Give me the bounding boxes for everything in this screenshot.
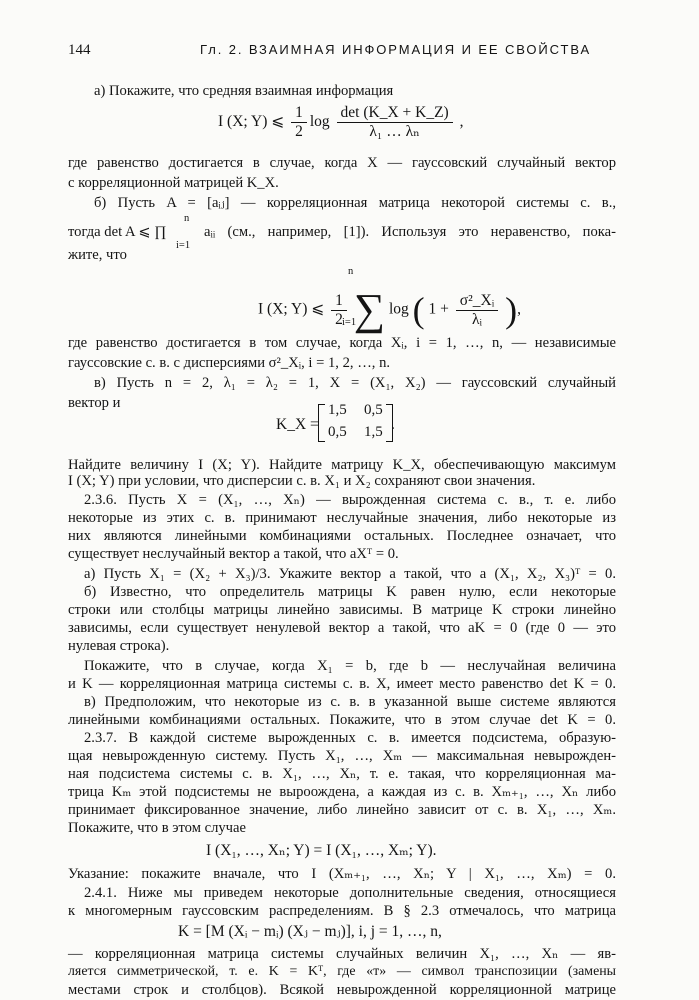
sum-symbol: ∑ xyxy=(353,285,386,334)
text-line: ляется симметрической, т. е. K = Kᵀ, где «т» — символ транспозиции (замены xyxy=(68,964,616,979)
text-line: тогда det A ⩽ ∏ xyxy=(68,224,167,240)
page-number: 144 xyxy=(68,42,91,58)
log-symbol: log xyxy=(309,113,330,131)
text-line: трица Kₘ этой подсистемы не выроождена, а каждая из с. в. Xₘ₊₁, …, Xₙ либо xyxy=(68,784,616,800)
log-symbol: log xyxy=(388,300,409,318)
formula-lhs: I (X; Y) ⩽ xyxy=(218,113,285,131)
text-line: существует неслучайный вектор a такой, что aXᵀ = 0. xyxy=(68,546,399,562)
fraction-half: $\frac{1}{2}$ xyxy=(291,104,307,141)
text-line: принимает фиксированное значение, либо линейно зависит от с. в. X₁, …, Xₘ. xyxy=(68,802,616,818)
text-line: ная подсистема системы с. в. X₁, …, Xₙ, т. е. такая, что корреляционная ма- xyxy=(68,766,616,782)
text-line: б) Пусть A = [aᵢⱼ] — корреляционная матрица некоторой системы с. в., xyxy=(94,195,616,211)
text-line: нулевая строка). xyxy=(68,638,170,654)
text-line: к многомерным гауссовским распределениям. В § 2.3 отмечалось, что матрица xyxy=(68,903,616,919)
matrix-cell: 0,5 xyxy=(328,424,347,440)
text-line: Покажите, что в случае, когда X₁ = b, где b — неслучайная величина xyxy=(84,658,616,674)
text-line: с корреляционной матрицей K_X. xyxy=(68,175,279,191)
fraction-det: $\frac{\det (K\_X + K\_Z)}{\text{λ₁ … λₙ}}$ xyxy=(337,104,453,141)
text-line: — корреляционная матрица системы случайных величин X₁, …, Xₙ — яв- xyxy=(68,946,616,962)
product-upper-limit: n xyxy=(184,213,190,224)
matrix-cell: 1,5 xyxy=(328,402,347,418)
text-line: а) Покажите, что средняя взаимная информация xyxy=(94,83,394,99)
product-lower-limit: i=1 xyxy=(176,240,191,251)
formula-3-lhs: K_X = xyxy=(276,416,319,433)
text-line: Указание: покажите вначале, что I (Xₘ₊₁, …, Xₙ; Y | X₁, …, Xₘ) = 0. xyxy=(68,866,616,882)
chapter-title: Гл. 2. ВЗАИМНАЯ ИНФОРМАЦИЯ И ЕЕ СВОЙСТВА xyxy=(200,42,592,57)
text-line: Найдите величину I (X; Y). Найдите матрицу K_X, обеспечивающую максимум xyxy=(68,457,616,473)
text-line: aᵢᵢ (см., например, [1]). Используя это неравенство, пока- xyxy=(204,224,616,240)
matrix-cell: 1,5 xyxy=(364,424,383,440)
text-line: некоторые из этих с. в. принимают неслучайные значения, либо некоторые из xyxy=(68,510,616,526)
text-line: жите, что xyxy=(68,247,127,263)
text-line: щая невырожденную систему. Пусть X₁, …, Xₘ — максимальная невырожден- xyxy=(68,748,616,764)
fraction-variance: $\frac{\text{σ²\_Xᵢ}}{\text{λᵢ}}$ xyxy=(456,292,498,329)
text-line: в) Пусть n = 2, λ₁ = λ₂ = 1, X = (X₁, X₂) — гауссовский случайный xyxy=(94,375,616,391)
text-line: них являются линейными комбинациями остальных. Последнее означает, что xyxy=(68,528,616,544)
formula-5: K = [M (Xᵢ − mᵢ) (Xⱼ − mⱼ)], i, j = 1, …, n, xyxy=(178,923,442,940)
text-line: I (X; Y) при условии, что дисперсии с. в. X₁ и X₂ сохраняют свои значения. xyxy=(68,473,536,489)
formula-lhs: I (X; Y) ⩽ xyxy=(258,300,325,318)
left-bracket xyxy=(318,404,325,442)
text-line: гауссовские с. в. с дисперсиями σ²_Xᵢ, i = 1, 2, …, n. xyxy=(68,355,391,371)
text-line: б) Известно, что определитель матрицы K равен нулю, если некоторые xyxy=(84,584,616,600)
text-line: местами строк и столбцов). Всякой невырожденной корреляционной матрице xyxy=(68,982,616,998)
text-line: 2.3.7. В каждой системе вырожденных с. в. имеется подсистема, образую- xyxy=(84,730,616,746)
text-line: 2.4.1. Ниже мы приведем некоторые дополнительные сведения, относящиеся xyxy=(84,885,616,901)
running-header xyxy=(68,40,616,62)
text-line: строки или столбцы матрицы линейно зависимы. В матрице K строки линейно xyxy=(68,602,616,618)
sum-upper-limit: n xyxy=(348,266,354,277)
text-line: в) Предположим, что некоторые из с. в. в указанной выше системе являются xyxy=(84,694,616,710)
text-line: линейными комбинациями остальных. Покажите, что в этом случае det K = 0. xyxy=(68,712,616,728)
matrix-cell: 0,5 xyxy=(364,402,383,418)
matrix-kx xyxy=(318,398,398,446)
fraction-half: $\frac{1}{2}$ xyxy=(331,292,347,329)
text-line: Покажите, что в этом случае xyxy=(68,820,246,836)
text-line: и K — корреляционная матрица системы с. в. X, имеет место равенство det K = 0. xyxy=(68,676,616,692)
text-line: где равенство достигается в случае, когда X — гауссовский случайный вектор xyxy=(68,155,616,171)
formula-1: I (X; Y) ⩽ $\frac{1}{2}$ log $\frac{\det (K\_X + K\_Z)}{\text{λ₁ … λₙ}}$ , xyxy=(218,104,464,140)
book-page: 144 Гл. 2. ВЗАИМНАЯ ИНФОРМАЦИЯ И ЕЕ СВОЙСТВА а) Покажите, что средняя взаимная информация I (X; Y) ⩽ $\frac{1}{2}$ log $\frac{\det (K\_X + K\_Z)}{\text{λ₁ … λₙ}}$ , где равенство достигается в случае, когда X — гауссовский случайный вектор с корреляционной матрицей K_X. б) Пусть A = [aᵢⱼ] — корреляционная матрица некоторой системы с. в., n тогда det A ⩽ ∏ aᵢᵢ (см., например, [1]). Используя это неравенство, пока- i=1 жите, что I (X; Y) ⩽ $\frac{1}{2}$ ∑ log ( 1 + $\frac{\text{σ²\_Xᵢ}}{\text{λᵢ}}$ ), n i=1 где равенство достигается в том случае, когда Xᵢ, i = 1, …, n, — независимые гауссовские с. в. с дисперсиями σ²_Xᵢ, i = 1, 2, …, n. в) Пусть n = 2, λ₁ = λ₂ = 1, X = (X₁, X₂) — гауссовский случайный вектор и K_X = 1,5 0,5 0,5 1,5 . Найдите величину I (X; Y). Найдите матрицу K_X, обеспечивающую максимум I (X; Y) при условии, что дисперсии с. в. X₁ и X₂ сохраняют свои значения. 2.3.6. Пусть X = (X₁, …, Xₙ) — вырожденная система с. в., т. е. либо некоторые из этих с. в. принимают неслучайные значения, либо некоторые из них являются линейными комбинациями остальных. Последнее означает, что существует неслучайный вектор a такой, что aXᵀ = 0. а) Пусть X₁ = (X₂ + X₃)/3. Укажите вектор a такой, что a (X₁, X₂, X₃)ᵀ = 0. б) Известно, что определитель матрицы K равен нулю, если некоторые строки или столбцы матрицы линейно зависимы. В матрице K строки линейно зависимы, если существует ненулевой вектор a такой, что aK = 0 (где 0 — это нулевая строка). Покажите, что в случае, когда X₁ = b, где b — неслучайная величина и K — корреляционная матрица системы с. в. X, имеет место равенство det K = 0. в) Предположим, что некоторые из с. в. в указанной выше системе являются линейными комбинациями остальных. Покажите, что в этом случае det K = 0. 2.3.7. В каждой системе вырожденных с. в. имеется подсистема, образую- щая невырожденную систему. Пусть X₁, …, Xₘ — максимальная невырожден- ная подсистема системы с. в. X₁, …, Xₙ, т. е. такая, что корреляционная ма- трица Kₘ этой подсистемы не выроождена, а каждая из с. в. Xₘ₊₁, …, Xₙ либо принимает фиксированное значение, либо линейно зависит от с. в. X₁, …, Xₘ. Покажите, что в этом случае I (X₁, …, Xₙ; Y) = I (X₁, …, Xₘ; Y). Указание: покажите вначале, что I (Xₘ₊₁, …, Xₙ; Y | X₁, …, Xₘ) = 0. 2.4.1. Ниже мы приведем некоторые дополнительные сведения, относящиеся к многомерным гауссовским распределениям. В § 2.3 отмечалось, что матрица K = [M (Xᵢ − mᵢ) (Xⱼ − mⱼ)], i, j = 1, …, n, — корреляционная матрица системы случайных величин X₁, …, Xₙ — яв- ляется симметрической, т. е. K = Kᵀ, где «т» — символ транспозиции (замены местами строк и столбцов). Всякой невырожденной корреляционной матрице xyxy=(0,0,699,1000)
text-line: где равенство достигается в том случае, когда Xᵢ, i = 1, …, n, — независимые xyxy=(68,335,616,351)
text-line: зависимы, если существует ненулевой вектор a такой, что aK = 0 (где 0 — это xyxy=(68,620,616,636)
text-line: вектор и xyxy=(68,395,121,411)
sum-lower-limit: i=1 xyxy=(342,317,357,328)
formula-2: I (X; Y) ⩽ $\frac{1}{2}$ ∑ log ( 1 + $\frac{\text{σ²\_Xᵢ}}{\text{λᵢ}}$ ), xyxy=(258,285,522,334)
text-line: а) Пусть X₁ = (X₂ + X₃)/3. Укажите вектор a такой, что a (X₁, X₂, X₃)ᵀ = 0. xyxy=(84,566,616,582)
formula-4: I (X₁, …, Xₙ; Y) = I (X₁, …, Xₘ; Y). xyxy=(206,842,437,859)
text-line: 2.3.6. Пусть X = (X₁, …, Xₙ) — вырожденная система с. в., т. е. либо xyxy=(84,492,616,508)
